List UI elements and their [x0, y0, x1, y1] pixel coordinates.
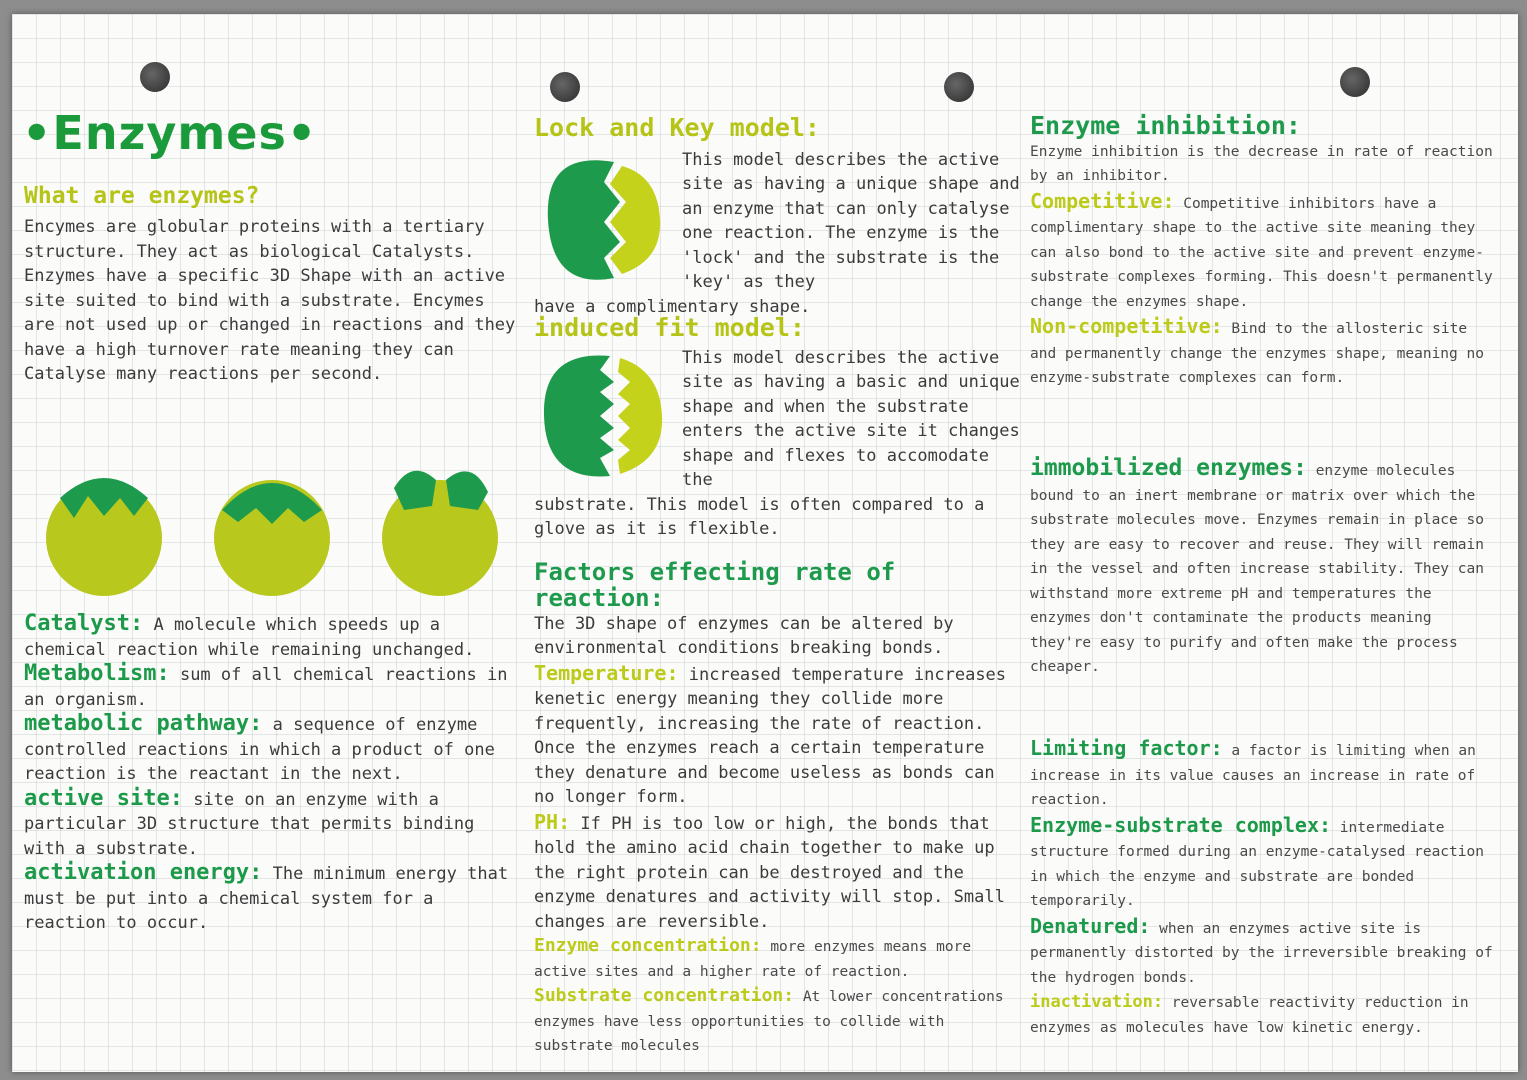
term-label: activation energy: — [24, 860, 263, 885]
enzyme-diagram-3 — [382, 471, 498, 596]
section-heading: Enzyme inhibition: — [1030, 111, 1301, 140]
term-label: Enzyme concentration: — [534, 935, 762, 957]
factor-enzyme-concentration — [534, 934, 1024, 984]
term-label: metabolic pathway: — [24, 711, 263, 736]
term-label: Limiting factor: — [1030, 736, 1223, 760]
definition-inactivation — [1030, 990, 1500, 1040]
term-label: Temperature: — [534, 660, 679, 685]
factor-temperature — [534, 661, 1024, 810]
definition-text: a factor is limiting when an increase in its value causes an increase in rate of reaction. — [1030, 743, 1476, 808]
term-label: Catalyst: — [24, 611, 144, 636]
section-heading: induced fit model: — [534, 313, 805, 342]
induced-fit-text-continued: substrate. This model is often compared to a glove as it is flexible. — [534, 494, 985, 539]
factor-text: increased temperature increases kenetic energy meaning they collide more frequently, increasing the rate of reaction. Once the enzymes reach a certain temperature they denature and become useless as bonds can no longer form. — [534, 664, 1007, 808]
definition-activation-energy — [24, 861, 524, 936]
factors-intro: The 3D shape of enzymes can be altered by environmental conditions breaking bonds. — [534, 613, 954, 659]
term-label: inactivation: — [1030, 992, 1164, 1012]
lock-key-text-continued: have a complimentary shape. — [534, 296, 811, 317]
definition-text: reversable reactivity reduction in enzymes as molecules have low kinetic energy. — [1030, 995, 1469, 1036]
definition-text: when an enzymes active site is permanently distorted by the irreversible breaking of the hydrogen bonds. — [1030, 920, 1493, 986]
lock-key-diagram — [534, 150, 674, 290]
factor-text: more enzymes means more active sites and a higher rate of reaction. — [534, 939, 972, 980]
binder-hole — [550, 72, 580, 102]
enzyme-diagrams — [32, 458, 512, 598]
term-label: Enzyme-substrate complex: — [1030, 812, 1332, 837]
term-label: Competitive: — [1030, 188, 1175, 213]
binder-hole — [1340, 67, 1370, 97]
definition-text: Bind to the allosteric site and permanently change the enzymes shape, meaning no enzyme-substrate complexes can form. — [1030, 321, 1484, 386]
definition-active-site — [24, 787, 524, 862]
definition-text: Competitive inhibitors have a complimentary shape to the active site meaning they can also bond to the active site and prevent enzyme-substrate complexes forming. This doesn't permanently change the enzymes shape. — [1030, 195, 1493, 310]
section-heading: Factors effecting rate of reaction: — [534, 558, 896, 613]
term-label: Metabolism: — [24, 661, 170, 686]
section-heading: What are enzymes? — [24, 183, 260, 209]
enzyme-diagram-1 — [46, 478, 162, 596]
term-label: Substrate concentration: — [534, 985, 795, 1007]
definition-catalyst — [24, 612, 524, 662]
factor-ph — [534, 810, 1024, 935]
definition-metabolism — [24, 662, 524, 712]
factor-substrate-concentration — [534, 984, 1024, 1059]
definition-limiting-factor — [1030, 736, 1500, 813]
competitive-inhibition — [1030, 189, 1500, 315]
definition-text: The minimum energy that must be put into a chemical system for a reaction to occur. — [24, 864, 509, 933]
right-definitions — [1030, 736, 1500, 1040]
intro-text: Encymes are globular proteins with a tertiary structure. They act as biological Catalysts. Enzymes have a specific 3D Shape with an active site suited to bind with a substrate. Encymes are not used up or changed in reactions and they have a high turnover rate meaning they can Catalyse many reactions per second. — [24, 217, 516, 385]
definition-denatured — [1030, 914, 1500, 991]
non-competitive-inhibition — [1030, 314, 1500, 391]
induced-fit-section — [534, 314, 1024, 542]
notebook-page — [12, 14, 1518, 1072]
enzyme-diagram-2 — [214, 480, 330, 596]
binder-hole — [944, 72, 974, 102]
page-title: •Enzymes• — [22, 106, 318, 160]
definition-metabolic-pathway — [24, 712, 524, 787]
immobilized-enzymes-section — [1030, 456, 1500, 680]
inhibition-intro: Enzyme inhibition is the decrease in rate of reaction by an inhibitor. — [1030, 143, 1493, 184]
term-label: active site: — [24, 785, 183, 811]
lock-and-key-section — [534, 114, 1024, 319]
definition-text: A molecule which speeds up a chemical reaction while remaining unchanged. — [24, 615, 475, 660]
factor-text: If PH is too low or high, the bonds that hold the amino acid chain together to make up the right protein can be destroyed and the enzyme denatures and activity will stop. Small changes are reversible. — [534, 813, 1005, 932]
inhibition-section — [1030, 112, 1500, 391]
induced-fit-text: This model describes the active site as having a basic and unique shape and when the substrate enters the active site it changes shape and flexes to accomodate the — [682, 347, 1020, 490]
section-heading: Lock and Key model: — [534, 113, 820, 142]
what-are-enzymes-section — [24, 184, 524, 387]
section-heading: immobilized enzymes: — [1030, 455, 1307, 481]
binder-hole — [140, 62, 170, 92]
induced-fit-diagram — [534, 346, 674, 486]
lock-key-text: This model describes the active site as having a unique shape and an enzyme that can only catalyse one reaction. The enzyme is the 'lock' and the substrate is the 'key' as they — [682, 149, 1020, 292]
definition-text: intermediate structure formed during an enzyme-catalysed reaction in which the enzyme and substrate are bonded temporarily. — [1030, 819, 1484, 909]
term-label: Non-competitive: — [1030, 314, 1223, 338]
definition-text: site on an enzyme with a particular 3D structure that permits binding with a substrate. — [24, 789, 475, 859]
term-label: Denatured: — [1030, 913, 1151, 938]
immobilized-enzymes-text — [1030, 456, 1500, 680]
factors-section — [534, 559, 1024, 1059]
definition-text: sum of all chemical reactions in an organism. — [24, 665, 508, 710]
definition-text: a sequence of enzyme controlled reactions in which a product of one reaction is the reactant in the next. — [24, 715, 495, 784]
definition-text: enzyme molecules bound to an inert membrane or matrix over which the substrate molecules move. Enzymes remain in place so they are easy to recover and reuse. They will remain in the vessel and often increase stability. They can withstand more extreme pH and temperatures the enzymes don't contaminate the products meaning they're easy to purify and often make the process cheaper. — [1030, 463, 1484, 675]
definition-enzyme-substrate-complex — [1030, 813, 1500, 914]
factor-text: At lower concentrations enzymes have less opportunities to collide with substrate molecules — [534, 989, 1004, 1055]
left-definitions — [24, 612, 524, 936]
term-label: PH: — [534, 809, 571, 834]
